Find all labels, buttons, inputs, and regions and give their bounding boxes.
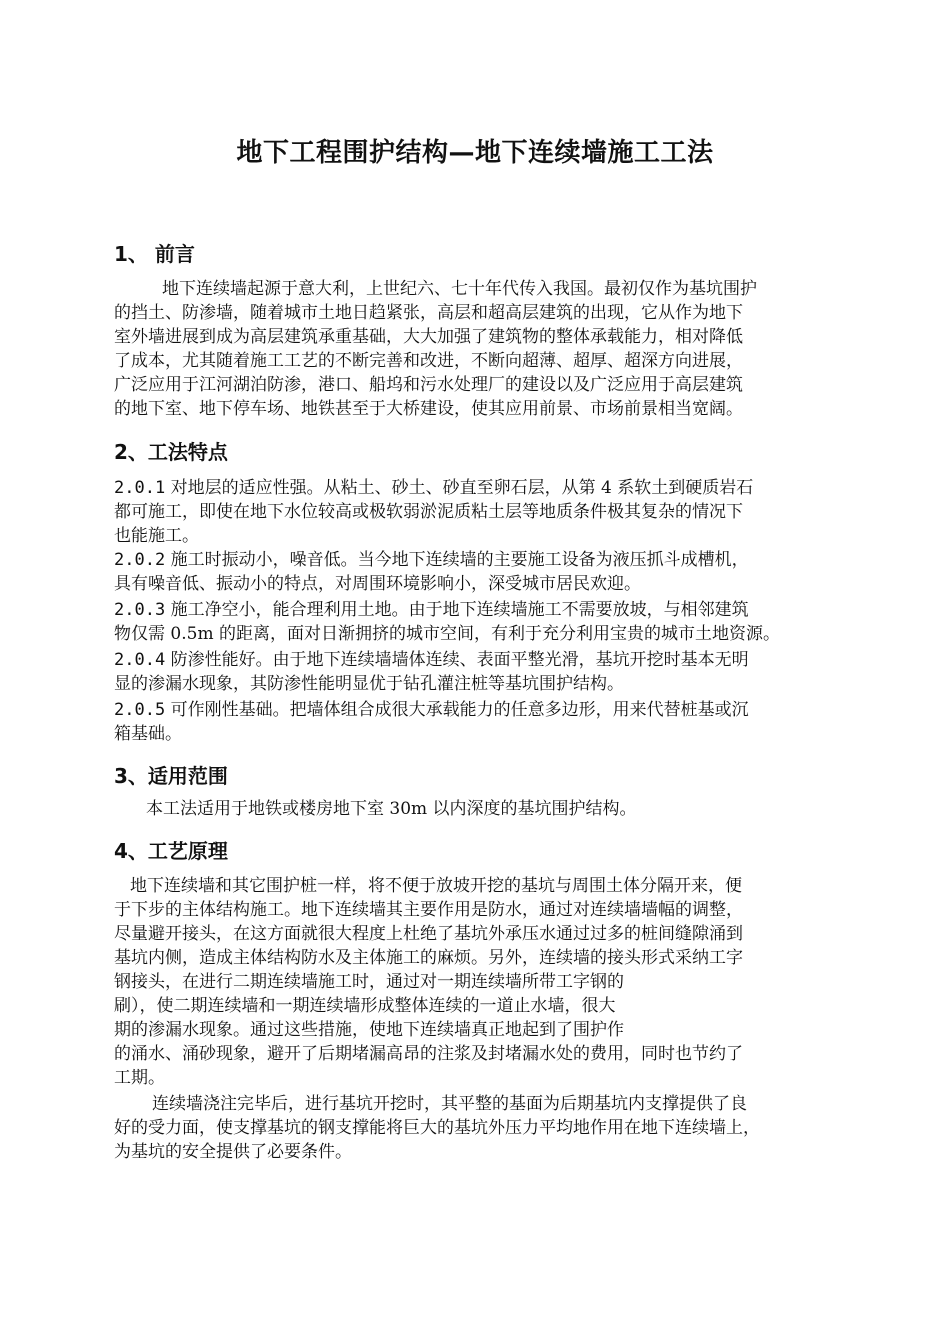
- list-item-2-0-5: [114, 698, 749, 722]
- paragraph-line: 的地下室、地下停车场、地铁甚至于大桥建设，使其应用前景、市场前景相当宽阔。: [114, 399, 743, 419]
- paragraph-line: 都可施工，即使在地下水位较高或极软弱淤泥质粘土层等地质条件极其复杂的情况下: [114, 502, 743, 522]
- paragraph-line: 了成本，尤其随着施工工艺的不断完善和改进，不断向超薄、超厚、超深方向进展，: [114, 351, 743, 371]
- item-number: 2.0.2: [114, 550, 166, 570]
- paragraph-line: 室外墙进展到成为高层建筑承重基础，大大加强了建筑物的整体承载能力，相对降低: [114, 327, 743, 347]
- paragraph-line: 具有噪音低、振动小的特点，对周围环境影响小，深受城市居民欢迎。: [114, 574, 641, 594]
- paragraph-line: 于下步的主体结构施工。地下连续墙其主要作用是防水，通过对连续墙墙幅的调整，: [114, 900, 743, 920]
- item-number: 2.0.3: [114, 600, 166, 620]
- paragraph-line: 工期。: [114, 1068, 165, 1088]
- paragraph-line: 广泛应用于江河湖泊防渗，港口、船坞和污水处理厂的建设以及广泛应用于高层建筑: [114, 375, 743, 395]
- paragraph-line: 本工法适用于地铁或楼房地下室 30m 以内深度的基坑围护结构。: [146, 799, 637, 819]
- item-text: 防渗性能好。由于地下连续墙墙体连续、表面平整光滑，基坑开挖时基本无明: [170, 650, 749, 670]
- list-item-2-0-2: [114, 548, 749, 572]
- paragraph-line: 箱基础。: [114, 724, 182, 744]
- item-text: 施工净空小，能合理利用土地。由于地下连续墙施工不需要放坡，与相邻建筑: [170, 600, 749, 620]
- item-number: 2.0.5: [114, 700, 166, 720]
- paragraph-line: 钢接头，在进行二期连续墙施工时，通过对一期连续墙所带工字钢的: [114, 972, 624, 992]
- paragraph-line: 期的渗漏水现象。通过这些措施，使地下连续墙真正地起到了围护作: [114, 1020, 624, 1040]
- paragraph-line: 的挡土、防渗墙，随着城市土地日趋紧张，高层和超高层建筑的出现，它从作为地下: [114, 303, 743, 323]
- item-text: 施工时振动小，噪音低。当今地下连续墙的主要施工设备为液压抓斗成槽机，: [170, 550, 749, 570]
- paragraph-line: 地下连续墙和其它围护桩一样，将不便于放坡开挖的基坑与周围土体分隔开来，便: [130, 876, 742, 896]
- item-text: 可作刚性基础。把墙体组合成很大承载能力的任意多边形，用来代替桩基或沉: [170, 700, 749, 720]
- paragraph-line: 物仅需 0.5m 的距离，面对日渐拥挤的城市空间，有利于充分利用宝贵的城市土地资源。: [114, 624, 780, 644]
- paragraph-line: 为基坑的安全提供了必要条件。: [114, 1142, 352, 1162]
- item-text: 对地层的适应性强。从粘土、砂土、砂直至卵石层，从第 4 系软土到硬质岩石: [170, 478, 754, 498]
- list-item-2-0-1: [114, 476, 753, 500]
- paragraph-line: 显的渗漏水现象，其防渗性能明显优于钻孔灌注桩等基坑围护结构。: [114, 674, 624, 694]
- item-number: 2.0.1: [114, 478, 166, 498]
- paragraph-line: 也能施工。: [114, 526, 199, 546]
- paragraph-line: 地下连续墙起源于意大利，上世纪六、七十年代传入我国。最初仅作为基坑围护: [162, 279, 757, 299]
- section-heading-1: 1、 前言: [114, 242, 195, 266]
- section-heading-4: 4、工艺原理: [114, 839, 228, 863]
- list-item-2-0-3: [114, 598, 749, 622]
- blank-occlusion: [700, 968, 840, 1042]
- paragraph-line: 的涌水、涌砂现象，避开了后期堵漏高昂的注浆及封堵漏水处的费用，同时也节约了: [114, 1044, 743, 1064]
- section-heading-3: 3、适用范围: [114, 764, 228, 788]
- paragraph-line: 基坑内侧，造成主体结构防水及主体施工的麻烦。另外，连续墙的接头形式采纳工字: [114, 948, 743, 968]
- paragraph-line: 刷），使二期连续墙和一期连续墙形成整体连续的一道止水墙，很大: [114, 996, 616, 1016]
- item-number: 2.0.4: [114, 650, 166, 670]
- paragraph-line: 连续墙浇注完毕后，进行基坑开挖时，其平整的基面为后期基坑内支撑提供了良: [152, 1094, 747, 1114]
- document-title: 地下工程围护结构—地下连续墙施工工法: [236, 138, 714, 168]
- paragraph-line: 尽量避开接头，在这方面就很大程度上杜绝了基坑外承压水通过过多的桩间缝隙涌到: [114, 924, 743, 944]
- list-item-2-0-4: [114, 648, 749, 672]
- paragraph-line: 好的受力面，使支撑基坑的钢支撑能将巨大的基坑外压力平均地作用在地下连续墙上，: [114, 1118, 760, 1138]
- section-heading-2: 2、工法特点: [114, 440, 228, 464]
